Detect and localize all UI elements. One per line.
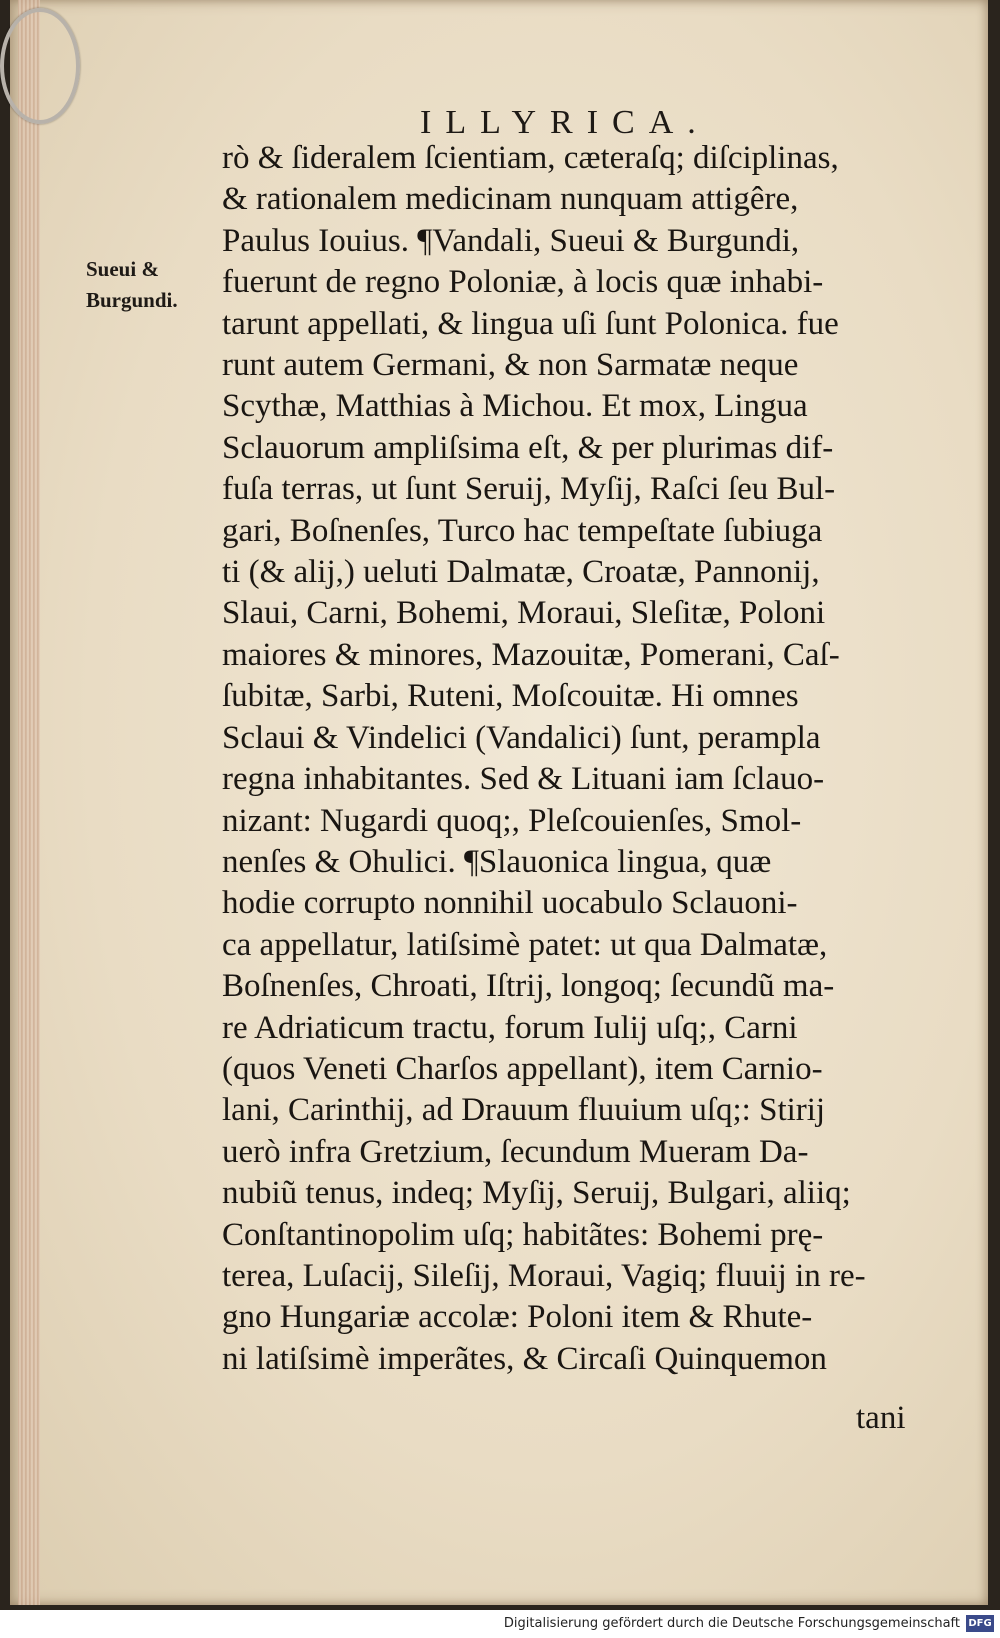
text-line: hodie corrupto nonnihil uocabulo Sclauoni- xyxy=(222,885,798,922)
running-head: ILLYRICA. xyxy=(420,104,710,141)
footer-bar xyxy=(0,1610,1000,1638)
text-line: gno Hungariæ accolæ: Poloni item & Rhute- xyxy=(222,1299,813,1336)
text-line: nizant: Nugardi quoq;, Pleſcouienſes, Smol- xyxy=(222,802,802,839)
text-line: regna inhabitantes. Sed & Lituani iam ſclauo- xyxy=(222,761,825,798)
footer-credit: Digitalisierung gefördert durch die Deutsche Forschungsgemeinschaft xyxy=(503,1616,960,1631)
text-line: lani, Carinthij, ad Drauum fluuium uſq;: Stirij xyxy=(222,1092,826,1129)
text-line: re Adriaticum tractu, forum Iulij uſq;, Carni xyxy=(222,1009,798,1046)
marginal-note xyxy=(86,254,178,316)
text-line: Slaui, Carni, Bohemi, Moraui, Sleſitæ, Poloni xyxy=(222,595,826,632)
text-line: uerò infra Gretzium, ſecundum Mueram Da- xyxy=(222,1133,809,1170)
text-line: maiores & minores, Mazouitæ, Pomerani, Caſ- xyxy=(222,636,840,673)
catchword: tani xyxy=(856,1400,906,1436)
text-line: & rationalem medicinam nunquam attigêre, xyxy=(222,181,799,218)
text-line: tarunt appellati, & lingua uſi ſunt Polonica. fue xyxy=(222,305,839,342)
marginal-note-line: Sueui & xyxy=(86,257,159,281)
body-text xyxy=(222,138,922,1380)
text-line: fuſa terras, ut ſunt Seruij, Myſij, Raſci ſeu Bul- xyxy=(222,471,836,508)
page-edge-strip xyxy=(18,0,40,1605)
text-line: gari, Boſnenſes, Turco hac tempeſtate ſubiuga xyxy=(222,512,823,549)
text-line: ni latiſsimè imperãtes, & Circaſi Quinquemon xyxy=(222,1340,827,1377)
text-line: Paulus Iouius. ¶Vandali, Sueui & Burgundi, xyxy=(222,222,800,259)
text-line: terea, Luſacij, Sileſij, Moraui, Vagiq; fluuij in re- xyxy=(222,1257,866,1294)
text-line: ca appellatur, latiſsimè patet: ut qua Dalmatæ, xyxy=(222,926,828,963)
dfg-logo: DFG xyxy=(966,1615,994,1632)
text-line: Scythæ, Matthias à Michou. Et mox, Lingua xyxy=(222,388,808,425)
text-line: nubiũ tenus, indeq; Myſij, Seruij, Bulgari, aliiq; xyxy=(222,1175,851,1212)
text-line: (quos Veneti Charſos appellant), item Carnio- xyxy=(222,1050,823,1087)
text-line: Sclaui & Vindelici (Vandalici) ſunt, perampla xyxy=(222,719,821,756)
binding-ring xyxy=(0,8,80,124)
text-line: Conſtantinopolim uſq; habitãtes: Bohemi prę- xyxy=(222,1216,824,1253)
text-line: ti (& alij,) ueluti Dalmatæ, Croatæ, Pannonij, xyxy=(222,554,820,591)
text-line: fuerunt de regno Poloniæ, à locis quæ inhabi- xyxy=(222,264,824,301)
text-line: runt autem Germani, & non Sarmatæ neque xyxy=(222,347,799,384)
marginal-note-line: Burgundi. xyxy=(86,288,178,312)
text-line: Boſnenſes, Chroati, Iſtrij, longoq; ſecundũ ma- xyxy=(222,968,835,1005)
text-line: nenſes & Ohulici. ¶Slauonica lingua, quæ xyxy=(222,843,772,880)
text-line: ſubitæ, Sarbi, Ruteni, Moſcouitæ. Hi omnes xyxy=(222,678,799,715)
text-line: rò & ſideralem ſcientiam, cæteraſq; diſciplinas, xyxy=(222,140,839,176)
text-line: Sclauorum ampliſsima eſt, & per plurimas dif- xyxy=(222,429,834,466)
